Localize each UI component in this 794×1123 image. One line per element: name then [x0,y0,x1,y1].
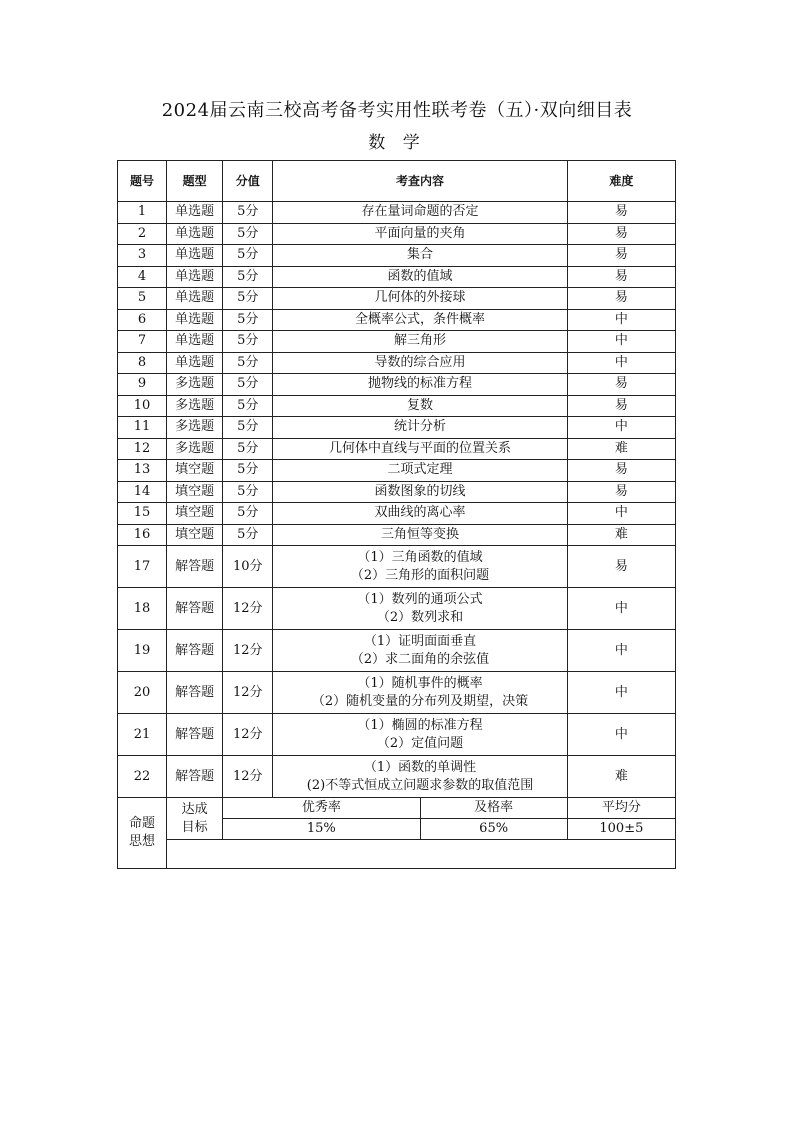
question-difficulty: 易 [567,288,675,310]
question-score: 5分 [223,395,273,417]
content-line: 平面向量的夹角 [374,225,466,241]
question-number: 12 [118,438,167,460]
question-content [273,672,568,714]
question-number: 3 [118,245,167,267]
table-row [118,756,676,798]
table-row [118,309,676,331]
question-content [273,374,568,396]
question-type: 单选题 [167,352,223,374]
question-type: 填空题 [167,460,223,482]
question-score: 12分 [223,588,273,630]
question-number: 5 [118,288,167,310]
content-line: 几何体的外接球 [374,290,466,306]
question-type: 解答题 [167,546,223,588]
question-number: 20 [118,672,167,714]
header-row [118,161,676,202]
question-score: 5分 [223,331,273,353]
question-content [273,202,568,224]
content-line: 解三角形 [394,333,447,349]
question-score: 5分 [223,245,273,267]
question-content [273,714,568,756]
question-score: 12分 [223,630,273,672]
header-no: 题号 [118,161,167,202]
content-line: （2）数列求和 [376,609,464,625]
specification-table [117,160,676,869]
table-row [118,714,676,756]
question-number: 14 [118,481,167,503]
question-type: 单选题 [167,309,223,331]
question-content [273,630,568,672]
document-title [0,96,794,153]
question-content [273,588,568,630]
table-row [118,352,676,374]
question-type: 单选题 [167,202,223,224]
question-score: 5分 [223,438,273,460]
question-type: 解答题 [167,756,223,798]
table-row [118,331,676,353]
question-score: 10分 [223,546,273,588]
content-line: 二项式定理 [387,462,453,478]
question-score: 12分 [223,756,273,798]
content-line: （1）数列的通项公式 [357,591,483,607]
question-type: 解答题 [167,630,223,672]
header-content: 考查内容 [273,161,568,202]
table-row [118,546,676,588]
question-content [273,245,568,267]
question-difficulty: 难 [567,756,675,798]
question-difficulty: 中 [567,309,675,331]
table-row [118,202,676,224]
question-score: 5分 [223,266,273,288]
question-difficulty: 易 [567,546,675,588]
question-content [273,438,568,460]
footer-row-labels [118,798,676,819]
pass-rate-value: 65% [420,819,567,840]
question-number: 17 [118,546,167,588]
content-line: 函数图象的切线 [374,483,466,499]
content-line: 集合 [407,247,434,263]
question-type: 单选题 [167,331,223,353]
question-content [273,223,568,245]
question-type: 多选题 [167,374,223,396]
question-difficulty: 难 [567,524,675,546]
question-difficulty: 中 [567,714,675,756]
header-type: 题型 [167,161,223,202]
question-type: 解答题 [167,588,223,630]
table-row [118,524,676,546]
question-difficulty: 中 [567,331,675,353]
question-difficulty: 中 [567,588,675,630]
table-row [118,630,676,672]
table-row [118,417,676,439]
question-type: 解答题 [167,672,223,714]
table-row [118,245,676,267]
question-difficulty: 易 [567,481,675,503]
question-number: 9 [118,374,167,396]
question-score: 12分 [223,714,273,756]
question-score: 5分 [223,481,273,503]
question-content [273,417,568,439]
question-score: 5分 [223,503,273,525]
question-difficulty: 中 [567,672,675,714]
content-line: （1）随机事件的概率 [357,675,483,691]
target-label: 达成 目标 [167,798,223,840]
table-row [118,288,676,310]
question-content [273,266,568,288]
question-score: 12分 [223,672,273,714]
question-type: 填空题 [167,503,223,525]
content-line: 抛物线的标准方程 [368,376,473,392]
question-number: 21 [118,714,167,756]
question-score: 5分 [223,524,273,546]
question-number: 1 [118,202,167,224]
question-number: 7 [118,331,167,353]
content-line: 全概率公式，条件概率 [355,311,486,327]
question-score: 5分 [223,202,273,224]
table-row [118,588,676,630]
question-difficulty: 中 [567,417,675,439]
content-line: （2）三角形的面积问题 [350,567,490,583]
question-type: 单选题 [167,245,223,267]
question-difficulty: 中 [567,352,675,374]
proposition-label: 命题 思想 [118,798,167,869]
question-score: 5分 [223,460,273,482]
average-score-value: 100±5 [567,819,675,840]
content-line: （2）随机变量的分布列及期望，决策 [311,693,529,709]
question-content [273,395,568,417]
table-row [118,395,676,417]
question-number: 16 [118,524,167,546]
pass-rate-label: 及格率 [420,798,567,819]
footer-row-blank [118,840,676,869]
excellent-rate-label: 优秀率 [223,798,420,819]
table-row [118,672,676,714]
question-content [273,288,568,310]
question-number: 11 [118,417,167,439]
content-line: 函数的值域 [387,268,453,284]
question-content [273,503,568,525]
question-number: 15 [118,503,167,525]
content-line: （2）求二面角的余弦值 [350,651,490,667]
content-line: 导数的综合应用 [374,354,466,370]
question-content [273,309,568,331]
question-number: 19 [118,630,167,672]
content-line: 存在量词命题的否定 [361,204,479,220]
question-score: 5分 [223,288,273,310]
content-line: 三角恒等变换 [381,526,460,542]
table-row [118,460,676,482]
question-score: 5分 [223,309,273,331]
content-line: （1）函数的单调性 [363,759,477,775]
question-difficulty: 易 [567,266,675,288]
content-line: （1）椭圆的标准方程 [357,717,483,733]
question-number: 22 [118,756,167,798]
question-number: 6 [118,309,167,331]
header-score: 分值 [223,161,273,202]
content-line: （1）三角函数的值域 [357,549,483,565]
table-row [118,438,676,460]
question-type: 多选题 [167,417,223,439]
table-row [118,223,676,245]
question-type: 单选题 [167,223,223,245]
question-difficulty: 易 [567,223,675,245]
question-score: 5分 [223,223,273,245]
question-difficulty: 难 [567,438,675,460]
question-content [273,460,568,482]
table-row [118,481,676,503]
question-type: 单选题 [167,266,223,288]
question-type: 解答题 [167,714,223,756]
table-row [118,503,676,525]
table-footer [118,798,676,869]
content-line: （1）证明面面垂直 [363,633,477,649]
question-difficulty: 易 [567,460,675,482]
average-score-label: 平均分 [567,798,675,819]
question-content [273,756,568,798]
table-body [118,202,676,798]
question-number: 8 [118,352,167,374]
question-type: 单选题 [167,288,223,310]
content-line: （2）定值问题 [376,735,464,751]
question-difficulty: 中 [567,630,675,672]
header-difficulty: 难度 [567,161,675,202]
table-row [118,266,676,288]
question-difficulty: 易 [567,245,675,267]
question-difficulty: 中 [567,503,675,525]
question-score: 5分 [223,352,273,374]
question-type: 多选题 [167,438,223,460]
question-content [273,546,568,588]
question-content [273,331,568,353]
question-type: 填空题 [167,524,223,546]
excellent-rate-value: 15% [223,819,420,840]
question-number: 18 [118,588,167,630]
question-difficulty: 易 [567,202,675,224]
question-difficulty: 易 [567,374,675,396]
question-score: 5分 [223,417,273,439]
subject-title: 数 学 [368,133,426,153]
content-line: 几何体中直线与平面的位置关系 [329,440,512,456]
question-score: 5分 [223,374,273,396]
question-content [273,524,568,546]
content-line: (2)不等式恒成立问题求参数的取值范围 [306,777,534,793]
question-number: 2 [118,223,167,245]
content-line: 统计分析 [394,419,447,435]
content-line: 双曲线的离心率 [374,505,466,521]
question-number: 10 [118,395,167,417]
table-row [118,374,676,396]
question-type: 多选题 [167,395,223,417]
question-type: 填空题 [167,481,223,503]
question-number: 13 [118,460,167,482]
question-difficulty: 易 [567,395,675,417]
content-line: 复数 [407,397,434,413]
question-number: 4 [118,266,167,288]
title-text: 2024届云南三校高考备考实用性联考卷（五）·双向细目表 [161,100,633,121]
question-content [273,481,568,503]
proposition-notes [167,840,676,869]
question-content [273,352,568,374]
